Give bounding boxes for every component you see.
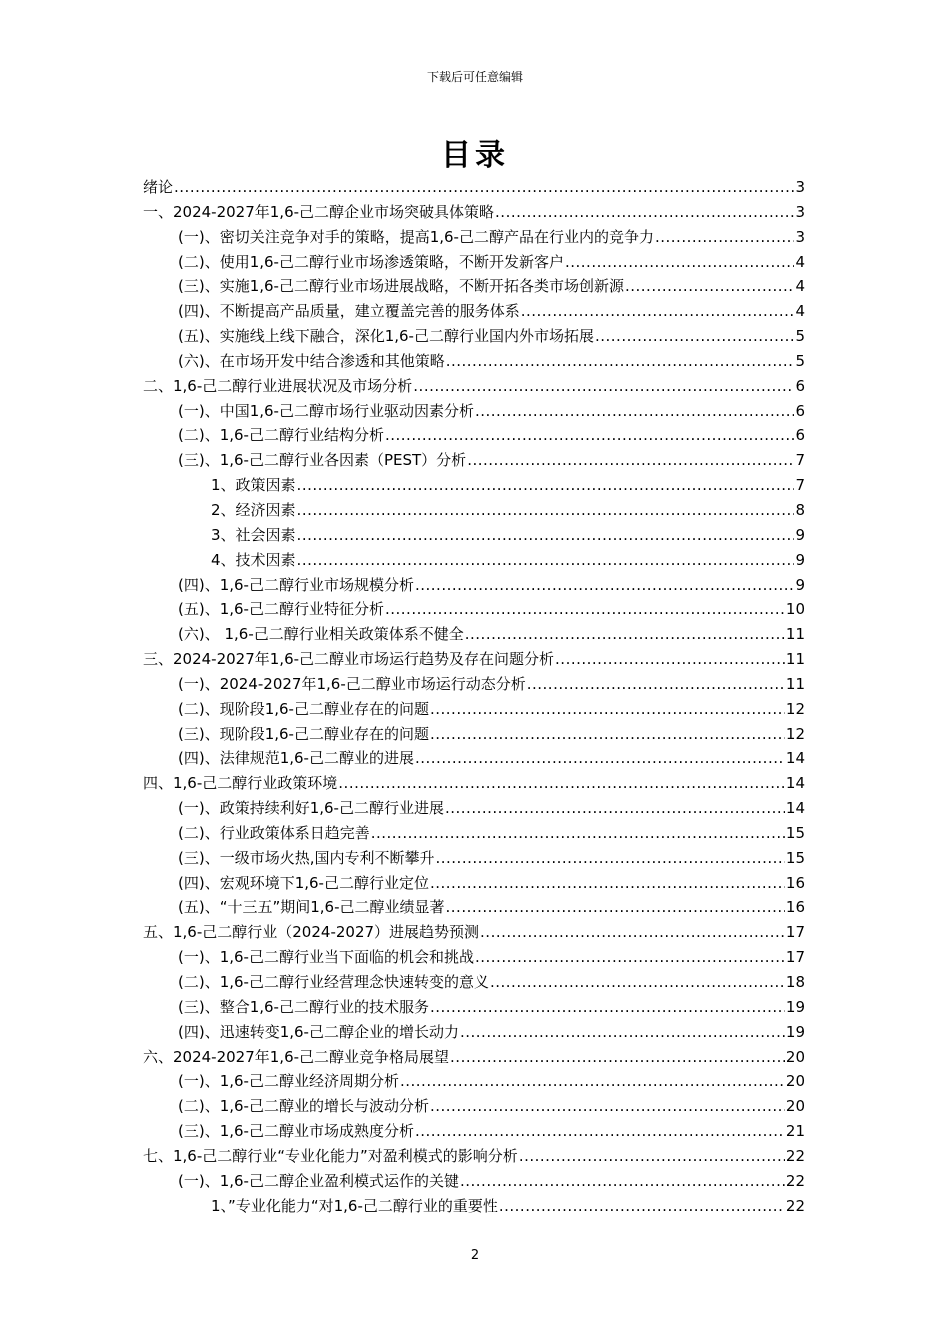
toc-entry-page: 8 [795, 500, 805, 519]
toc-dot-leader [450, 1048, 785, 1066]
toc-entry-page: 16 [785, 873, 805, 892]
toc-entry-page: 15 [785, 823, 805, 842]
toc-entry-page: 18 [785, 973, 805, 991]
toc-dot-leader [445, 799, 785, 817]
toc-entry[interactable] [143, 971, 805, 996]
toc-entry[interactable] [143, 1046, 805, 1071]
toc-entry-page: 22 [785, 1146, 805, 1165]
toc-entry[interactable] [143, 350, 805, 375]
toc-entry[interactable] [143, 300, 805, 325]
toc-entry-text: (三)、整合1,6-己二醇行业的技术服务 [178, 997, 429, 1016]
toc-dot-leader [467, 451, 794, 469]
toc-entry-text: (二)、1,6-己二醇行业经营理念快速转变的意义 [178, 973, 489, 991]
toc-entry-page: 4 [795, 302, 805, 321]
toc-entry[interactable] [143, 251, 805, 276]
toc-dot-leader [385, 426, 794, 444]
toc-entry[interactable] [143, 723, 805, 748]
toc-entry-page: 20 [785, 1047, 805, 1066]
toc-entry-text: (六)、在市场开发中结合渗透和其他策略 [178, 351, 445, 370]
toc-dot-leader [430, 998, 785, 1016]
toc-dot-leader [625, 277, 794, 295]
toc-dot-leader [460, 1023, 785, 1041]
toc-entry-text: 1、政策因素 [211, 476, 296, 495]
toc-entry-text: (一)、中国1,6-己二醇市场行业驱动因素分析 [178, 401, 474, 420]
toc-entry-page: 15 [785, 848, 805, 867]
toc-dot-leader [338, 774, 785, 792]
toc-entry-text: 2、经济因素 [211, 500, 296, 519]
toc-entry-text: 七、1,6-己二醇行业“专业化能力”对盈利模式的影响分析 [143, 1146, 518, 1165]
toc-entry-text: (二)、1,6-己二醇行业结构分析 [178, 426, 384, 445]
toc-dot-leader [499, 1197, 785, 1215]
toc-entry[interactable] [143, 176, 805, 201]
toc-entry-page: 11 [785, 650, 805, 669]
toc-entry-page: 12 [785, 724, 805, 743]
toc-entry[interactable] [143, 275, 805, 300]
toc-dot-leader [371, 824, 785, 842]
toc-entry-text: (三)、1,6-己二醇业市场成熟度分析 [178, 1122, 414, 1141]
toc-entry[interactable] [143, 549, 805, 574]
header-note: 下载后可任意编辑 [426, 70, 523, 84]
toc-dot-leader [435, 849, 784, 867]
toc-dot-leader [415, 1122, 785, 1140]
toc-entry[interactable] [143, 524, 805, 549]
toc-entry-text: (四)、1,6-己二醇行业市场规模分析 [178, 575, 414, 594]
toc-entry-text: (四)、宏观环境下1,6-己二醇行业定位 [178, 873, 429, 892]
toc-entry[interactable] [143, 1145, 805, 1170]
toc-dot-leader [415, 576, 794, 594]
toc-entry-text: 绪论 [143, 178, 174, 196]
toc-entry-text: (六)、 1,6-己二醇行业相关政策体系不健全 [178, 625, 464, 644]
toc-entry-page: 10 [785, 600, 805, 619]
toc-dot-leader [413, 377, 794, 395]
toc-entry-text: (一)、1,6-己二醇业经济周期分析 [178, 1072, 399, 1091]
toc-entry[interactable] [143, 1195, 805, 1220]
toc-dot-leader [490, 973, 785, 991]
toc-entry[interactable] [143, 872, 805, 897]
toc-entry-page: 11 [785, 674, 805, 693]
toc-entry-page: 20 [785, 1072, 805, 1091]
toc-entry[interactable] [143, 574, 805, 599]
toc-dot-leader [480, 923, 785, 941]
toc-entry-page: 6 [795, 376, 805, 395]
toc-entry[interactable] [143, 226, 805, 251]
toc-entry-page: 9 [795, 575, 805, 594]
toc-entry-text: 六、2024-2027年1,6-己二醇业竞争格局展望 [143, 1047, 450, 1066]
toc-entry-text: (五)、实施线上线下融合，深化1,6-己二醇行业国内外市场拓展 [178, 327, 594, 346]
toc-entry[interactable] [143, 598, 805, 623]
toc-entry[interactable] [143, 1170, 805, 1195]
toc-dot-leader [297, 501, 795, 519]
toc-entry-text: 五、1,6-己二醇行业（2024-2027）进展趋势预测 [143, 923, 480, 942]
toc-entry-page: 3 [795, 227, 805, 246]
toc-entry-page: 19 [785, 997, 805, 1016]
toc-entry-text: 二、1,6-己二醇行业进展状况及市场分析 [143, 376, 413, 395]
toc-dot-leader [555, 650, 785, 668]
toc-entry[interactable] [143, 648, 805, 673]
toc-entry[interactable] [143, 946, 805, 971]
toc-dot-leader [519, 1147, 785, 1165]
toc-dot-leader [446, 898, 785, 916]
toc-entry[interactable] [143, 896, 805, 921]
toc-entry-page: 7 [795, 476, 805, 495]
toc-entry-page: 3 [795, 202, 805, 221]
toc-entry[interactable] [143, 623, 805, 648]
toc-entry-page: 4 [795, 277, 805, 296]
toc-dot-leader [297, 526, 795, 544]
toc-entry-page: 7 [795, 451, 805, 470]
toc-entry-text: (二)、行业政策体系日趋完善 [178, 823, 370, 842]
toc-dot-leader [430, 874, 785, 892]
toc-entry-page: 17 [785, 923, 805, 942]
toc-dot-leader [400, 1072, 785, 1090]
toc-entry-text: 一、2024-2027年1,6-己二醇企业市场突破具体策略 [143, 202, 495, 221]
toc-entry-page: 9 [795, 525, 805, 544]
toc-entry-text: (三)、实施1,6-己二醇行业市场进展战略，不断开拓各类市场创新源 [178, 277, 624, 296]
toc-entry-text: (三)、1,6-己二醇行业各因素（PEST）分析 [178, 451, 467, 470]
toc-entry-page: 22 [785, 1171, 805, 1190]
toc-entry-page: 5 [795, 327, 805, 346]
toc-dot-leader [655, 228, 794, 246]
toc-entry-text: (一)、政策持续利好1,6-己二醇行业进展 [178, 799, 444, 818]
toc-entry-page: 20 [785, 1097, 805, 1116]
toc-dot-leader [430, 1097, 785, 1115]
toc-entry-text: (五)、1,6-己二醇行业特征分析 [178, 600, 384, 619]
toc-dot-leader [527, 675, 785, 693]
toc-entry[interactable] [143, 822, 805, 847]
toc-entry[interactable] [143, 1120, 805, 1145]
toc-dot-leader [565, 253, 794, 271]
toc-entry[interactable] [143, 698, 805, 723]
toc-entry-page: 12 [785, 699, 805, 718]
toc-dot-leader [385, 600, 785, 618]
toc-entry-text: 1、”专业化能力“对1,6-己二醇行业的重要性 [211, 1196, 498, 1215]
toc-entry[interactable] [143, 747, 805, 772]
toc-entry[interactable] [143, 673, 805, 698]
toc-dot-leader [446, 352, 795, 370]
toc-entry-text: (四)、迅速转变1,6-己二醇企业的增长动力 [178, 1022, 459, 1041]
toc-entry[interactable] [143, 1070, 805, 1095]
toc-dot-leader [465, 625, 785, 643]
toc-dot-leader [297, 551, 795, 569]
toc-entry[interactable] [143, 499, 805, 524]
toc-entry-text: (二)、现阶段1,6-己二醇业存在的问题 [178, 699, 429, 718]
toc-entry-text: (一)、1,6-己二醇行业当下面临的机会和挑战 [178, 948, 474, 967]
toc-entry-text: (三)、一级市场火热,国内专利不断攀升 [178, 848, 435, 867]
toc-entry-text: (二)、使用1,6-己二醇行业市场渗透策略，不断开发新客户 [178, 252, 564, 271]
toc-entry[interactable] [143, 797, 805, 822]
toc-entry[interactable] [143, 375, 805, 400]
toc-dot-leader [475, 402, 794, 420]
toc-entry-text: (四)、法律规范1,6-己二醇业的进展 [178, 749, 414, 768]
toc-entry[interactable] [143, 1021, 805, 1046]
toc-entry-page: 11 [785, 625, 805, 644]
toc-dot-leader [415, 749, 785, 767]
toc-dot-leader [595, 327, 794, 345]
toc-entry-text: 三、2024-2027年1,6-己二醇业市场运行趋势及存在问题分析 [143, 650, 555, 669]
toc-entry-page: 14 [785, 749, 805, 768]
toc-entry-page: 14 [785, 774, 805, 793]
toc-entry[interactable] [143, 449, 805, 474]
toc-entry-page: 22 [785, 1196, 805, 1215]
toc-entry[interactable] [143, 996, 805, 1021]
page-number: 2 [470, 1248, 480, 1263]
toc-entry[interactable] [143, 772, 805, 797]
toc-entry-page: 3 [795, 178, 805, 196]
toc-title: 目录 [441, 138, 509, 173]
toc-entry-text: (三)、现阶段1,6-己二醇业存在的问题 [178, 724, 429, 743]
toc-entry-page: 6 [795, 401, 805, 420]
toc-entry-page: 6 [795, 426, 805, 445]
toc-dot-leader [475, 948, 785, 966]
toc-entry[interactable] [143, 325, 805, 350]
toc-entry[interactable] [143, 400, 805, 425]
toc-entry-page: 9 [795, 550, 805, 569]
toc-entry-text: (五)、“十三五”期间1,6-己二醇业绩显著 [178, 898, 445, 917]
toc-entry[interactable] [143, 474, 805, 499]
toc-entry[interactable] [143, 1095, 805, 1120]
toc-dot-leader [430, 700, 785, 718]
toc-entry-page: 4 [795, 252, 805, 271]
toc-dot-leader [174, 178, 794, 196]
toc-entry-text: 4、技术因素 [211, 550, 296, 569]
toc-dot-leader [460, 1172, 785, 1190]
toc-entry[interactable] [143, 201, 805, 226]
toc-entry-page: 19 [785, 1022, 805, 1041]
toc-entry-page: 14 [785, 799, 805, 818]
toc-entry[interactable] [143, 921, 805, 946]
toc-dot-leader [495, 203, 794, 221]
toc-entry-text: (一)、2024-2027年1,6-己二醇业市场运行动态分析 [178, 674, 526, 693]
toc-entry-text: 四、1,6-己二醇行业政策环境 [143, 774, 338, 793]
toc-entry-page: 21 [785, 1122, 805, 1141]
toc-entry-text: (一)、密切关注竞争对手的策略，提高1,6-己二醇产品在行业内的竞争力 [178, 227, 654, 246]
toc-entry[interactable] [143, 847, 805, 872]
toc-entry-text: (二)、1,6-己二醇业的增长与波动分析 [178, 1097, 429, 1116]
toc-entry-page: 17 [785, 948, 805, 967]
toc-dot-leader [521, 302, 795, 320]
toc-entry-page: 16 [785, 898, 805, 917]
toc-entry[interactable] [143, 424, 805, 449]
toc-entry-text: (一)、1,6-己二醇企业盈利模式运作的关键 [178, 1171, 459, 1190]
toc-entry-text: 3、社会因素 [211, 525, 296, 544]
toc-entry-page: 5 [795, 351, 805, 370]
toc-dot-leader [430, 725, 785, 743]
toc-entry-text: (四)、不断提高产品质量，建立覆盖完善的服务体系 [178, 302, 520, 321]
table-of-contents [143, 176, 805, 1219]
toc-dot-leader [297, 476, 795, 494]
